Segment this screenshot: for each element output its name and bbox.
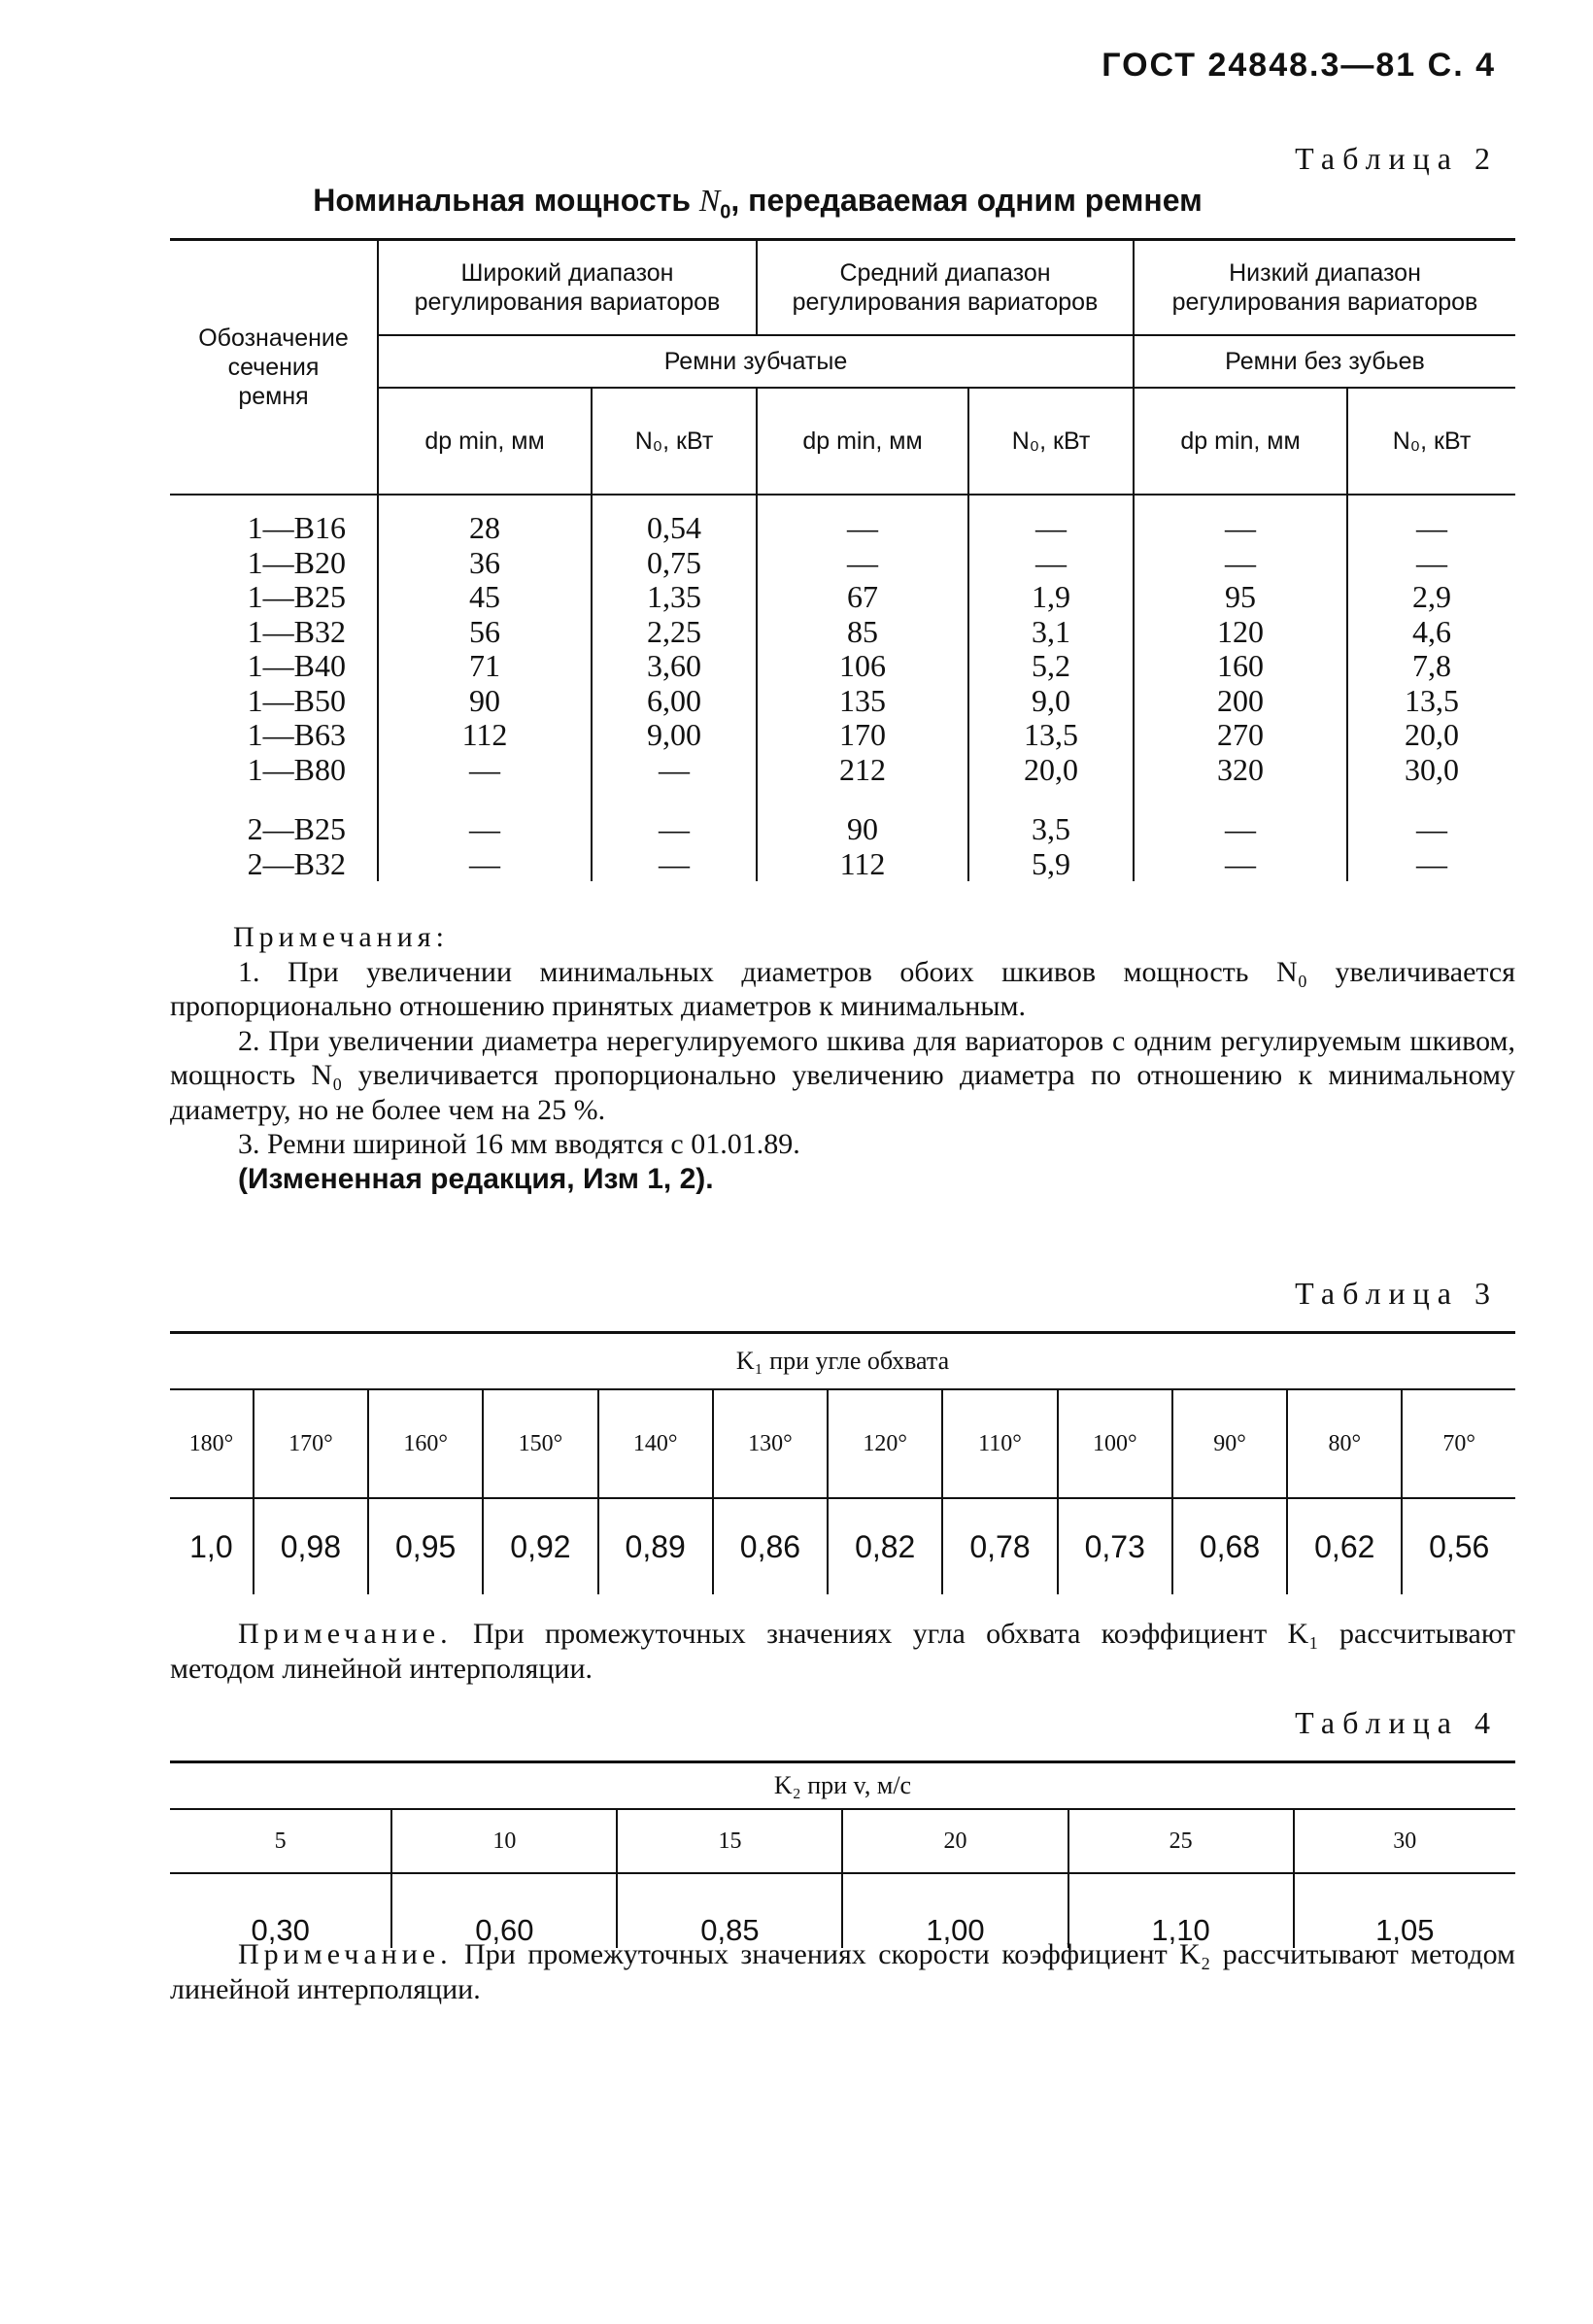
cell-value: — xyxy=(592,847,757,882)
cell-value: 270 xyxy=(1134,718,1347,753)
cell-value: 20,0 xyxy=(1347,718,1515,753)
table-row xyxy=(170,580,1515,615)
pad-cell xyxy=(1347,495,1515,511)
table-4-note-text: При промежуточных значениях скорости коэффициент K₂ рассчитывают методом линейной интерполяции. xyxy=(170,1938,1515,2005)
cell-designation: 1—B80 xyxy=(247,751,346,787)
table-row-gap xyxy=(170,787,1515,812)
cell-value: 3,1 xyxy=(968,615,1134,650)
k2-value: 1,10 xyxy=(1068,1873,1294,1948)
table-row xyxy=(170,847,1515,882)
col-dp-wide: dp min, мм xyxy=(378,388,592,495)
group-low-label: Низкий диапазон регулирования вариаторов xyxy=(1171,259,1478,316)
cell-value: — xyxy=(1134,847,1347,882)
k1-value: 0,89 xyxy=(598,1498,713,1594)
angle-header: 170° xyxy=(254,1389,368,1498)
table-2-title xyxy=(0,183,1515,223)
gap-cell xyxy=(757,787,968,812)
cell-value: — xyxy=(1347,546,1515,581)
cell-value: 200 xyxy=(1134,684,1347,719)
k2-value: 0,60 xyxy=(391,1873,617,1948)
cell-value: — xyxy=(757,546,968,581)
cell-designation: 2—B25 xyxy=(247,811,346,846)
gap-cell xyxy=(1134,787,1347,812)
cell-value: 320 xyxy=(1134,753,1347,788)
group-wide-label: Широкий диапазон регулирования вариаторов xyxy=(414,259,721,316)
table-row xyxy=(170,812,1515,847)
k1-value: 0,92 xyxy=(483,1498,597,1594)
speed-header: 30 xyxy=(1294,1809,1515,1873)
cell-value: 3,5 xyxy=(968,812,1134,847)
table-row-pad xyxy=(170,495,1515,511)
cell-value: 71 xyxy=(378,649,592,684)
table-row xyxy=(170,649,1515,684)
cell-value: 120 xyxy=(1134,615,1347,650)
table-row xyxy=(170,615,1515,650)
col-designation-label: Обозначение сечения ремня xyxy=(198,325,349,410)
k2-value: 1,05 xyxy=(1294,1873,1515,1948)
cell-designation: 1—B40 xyxy=(247,648,346,683)
k1-value: 0,68 xyxy=(1172,1498,1287,1594)
cell-value: — xyxy=(378,753,592,788)
table-3-header: K₁ при угле обхвата xyxy=(170,1333,1515,1390)
angle-header: 150° xyxy=(483,1389,597,1498)
k1-value: 1,0 xyxy=(189,1528,233,1564)
table-row xyxy=(170,753,1515,788)
cell-value: — xyxy=(378,847,592,882)
col-n0-medium: N₀, кВт xyxy=(968,388,1134,495)
table-4-label: Таблица 4 xyxy=(1295,1705,1498,1740)
cell-value: 5,9 xyxy=(968,847,1134,882)
cell-value: — xyxy=(1347,511,1515,546)
gap-cell xyxy=(592,787,757,812)
k1-value: 0,86 xyxy=(713,1498,828,1594)
pad-cell xyxy=(1134,495,1347,511)
table-2-title-after: , передаваемая одним ремнем xyxy=(730,183,1203,218)
table-2-title-before: Номинальная мощность xyxy=(313,183,699,218)
cell-value: 56 xyxy=(378,615,592,650)
k1-value: 0,78 xyxy=(942,1498,1057,1594)
cell-value: 67 xyxy=(757,580,968,615)
cell-value: 3,60 xyxy=(592,649,757,684)
cell-designation: 1—B25 xyxy=(247,579,346,614)
cell-designation: 1—B20 xyxy=(247,544,346,580)
pad-cell xyxy=(592,495,757,511)
cell-value: 112 xyxy=(378,718,592,753)
belts-plain-header: Ремни без зубьев xyxy=(1134,335,1515,388)
angle-header: 90° xyxy=(1172,1389,1287,1498)
speed-header: 25 xyxy=(1068,1809,1294,1873)
page-header: ГОСТ 24848.3—81 С. 4 xyxy=(1102,47,1496,84)
cell-value: 13,5 xyxy=(1347,684,1515,719)
cell-value: 28 xyxy=(378,511,592,546)
cell-value: 36 xyxy=(378,546,592,581)
table-2-notes xyxy=(170,920,1515,1196)
gap-cell xyxy=(170,787,378,812)
speed-header: 10 xyxy=(391,1809,617,1873)
speed-header: 20 xyxy=(842,1809,1068,1873)
angle-header: 100° xyxy=(1058,1389,1172,1498)
cell-designation: 1—B32 xyxy=(247,613,346,649)
cell-value: 112 xyxy=(757,847,968,882)
cell-value: 0,75 xyxy=(592,546,757,581)
k1-value: 0,62 xyxy=(1287,1498,1402,1594)
cell-value: 9,00 xyxy=(592,718,757,753)
angle-header: 140° xyxy=(598,1389,713,1498)
k1-value: 0,98 xyxy=(254,1498,368,1594)
angle-header: 160° xyxy=(368,1389,483,1498)
cell-value: 20,0 xyxy=(968,753,1134,788)
table-4-header: K₂ при v, м/с xyxy=(170,1762,1515,1810)
revision-note: (Измененная редакция, Изм 1, 2). xyxy=(238,1162,714,1195)
k1-value: 0,82 xyxy=(828,1498,942,1594)
cell-designation: 2—B32 xyxy=(247,845,346,881)
table-3-label: Таблица 3 xyxy=(1295,1276,1498,1311)
group-medium-header xyxy=(757,241,1134,335)
cell-designation: 1—B50 xyxy=(247,682,346,718)
cell-value: 85 xyxy=(757,615,968,650)
k2-value: 0,85 xyxy=(617,1873,842,1948)
table-3 xyxy=(170,1331,1515,1594)
cell-value: — xyxy=(1134,812,1347,847)
cell-value: 95 xyxy=(1134,580,1347,615)
note-1: 1. При увеличении минимальных диаметров обоих шкивов мощность N₀ увеличивается пропорционально отношению принятых диаметров к минимальным. xyxy=(170,955,1515,1022)
cell-value: 170 xyxy=(757,718,968,753)
col-dp-medium: dp min, мм xyxy=(757,388,968,495)
cell-value: 0,54 xyxy=(592,511,757,546)
cell-value: — xyxy=(378,812,592,847)
group-medium-label: Средний диапазон регулирования вариаторов xyxy=(792,259,1099,316)
speed-header: 15 xyxy=(617,1809,842,1873)
table-4 xyxy=(170,1760,1515,1948)
cell-value: — xyxy=(592,753,757,788)
cell-value: 106 xyxy=(757,649,968,684)
cell-value: 90 xyxy=(757,812,968,847)
cell-value: 135 xyxy=(757,684,968,719)
cell-value: 45 xyxy=(378,580,592,615)
cell-value: 30,0 xyxy=(1347,753,1515,788)
gap-cell xyxy=(378,787,592,812)
cell-value: — xyxy=(757,511,968,546)
cell-value: 4,6 xyxy=(1347,615,1515,650)
col-designation-header xyxy=(170,241,378,495)
table-4-note xyxy=(170,1937,1515,2006)
angle-header: 110° xyxy=(942,1389,1057,1498)
note-3: 3. Ремни шириной 16 мм вводятся с 01.01.89. xyxy=(238,1128,800,1160)
table-2-title-sub: 0 xyxy=(720,201,731,223)
pad-cell xyxy=(968,495,1134,511)
group-low-header xyxy=(1134,241,1515,335)
angle-header: 180° xyxy=(170,1389,254,1498)
angle-header: 80° xyxy=(1287,1389,1402,1498)
col-dp-low: dp min, мм xyxy=(1134,388,1347,495)
speed-header: 5 xyxy=(170,1809,391,1873)
col-n0-low: N₀, кВт xyxy=(1347,388,1515,495)
table-row xyxy=(170,546,1515,581)
cell-value: — xyxy=(1134,546,1347,581)
cell-value: 2,25 xyxy=(592,615,757,650)
table-4-note-label: Примечание. xyxy=(238,1938,453,1970)
cell-designation: 1—B16 xyxy=(247,510,346,545)
k1-value: 0,56 xyxy=(1402,1498,1515,1594)
pad-cell xyxy=(757,495,968,511)
cell-value: — xyxy=(968,546,1134,581)
k1-value: 0,95 xyxy=(368,1498,483,1594)
gap-cell xyxy=(968,787,1134,812)
cell-value: — xyxy=(1347,812,1515,847)
pad-cell xyxy=(378,495,592,511)
angle-header: 120° xyxy=(828,1389,942,1498)
cell-value: 9,0 xyxy=(968,684,1134,719)
cell-value: 212 xyxy=(757,753,968,788)
cell-value: 1,35 xyxy=(592,580,757,615)
table-3-note-text: При промежуточных значениях угла обхвата коэффициент K₁ рассчитывают методом линейной интерполяции. xyxy=(170,1618,1515,1685)
cell-value: 2,9 xyxy=(1347,580,1515,615)
cell-designation: 1—B63 xyxy=(247,717,346,752)
cell-value: 13,5 xyxy=(968,718,1134,753)
cell-value: — xyxy=(968,511,1134,546)
gap-cell xyxy=(1347,787,1515,812)
table-row xyxy=(170,511,1515,546)
pad-cell xyxy=(170,495,378,511)
note-2: 2. При увеличении диаметра нерегулируемого шкива для вариаторов с одним регулируемым шкивом, мощность N₀ увеличивается пропорционально увеличению диаметра по отношению к минимальному диаметру, но не более чем на 25 %. xyxy=(170,1024,1515,1126)
group-wide-header xyxy=(378,241,757,335)
cell-value: 6,00 xyxy=(592,684,757,719)
table-2 xyxy=(170,238,1515,881)
angle-header: 130° xyxy=(713,1389,828,1498)
cell-value: 7,8 xyxy=(1347,649,1515,684)
k1-value: 0,73 xyxy=(1058,1498,1172,1594)
table-3-note xyxy=(170,1617,1515,1686)
table-2-label: Таблица 2 xyxy=(1295,141,1498,176)
table-2-title-symbol: N xyxy=(698,183,721,218)
k2-value: 0,30 xyxy=(251,1913,310,1947)
table-row xyxy=(170,718,1515,753)
cell-value: 90 xyxy=(378,684,592,719)
table-row xyxy=(170,684,1515,719)
cell-value: — xyxy=(1134,511,1347,546)
cell-value: — xyxy=(592,812,757,847)
cell-value: 1,9 xyxy=(968,580,1134,615)
angle-header: 70° xyxy=(1402,1389,1515,1498)
notes-title: Примечания: xyxy=(233,921,449,953)
col-n0-wide: N₀, кВт xyxy=(592,388,757,495)
cell-value: 5,2 xyxy=(968,649,1134,684)
cell-value: 160 xyxy=(1134,649,1347,684)
table-3-note-label: Примечание. xyxy=(238,1618,453,1650)
belts-toothed-header: Ремни зубчатые xyxy=(378,335,1134,388)
k2-value: 1,00 xyxy=(842,1873,1068,1948)
cell-value: — xyxy=(1347,847,1515,882)
